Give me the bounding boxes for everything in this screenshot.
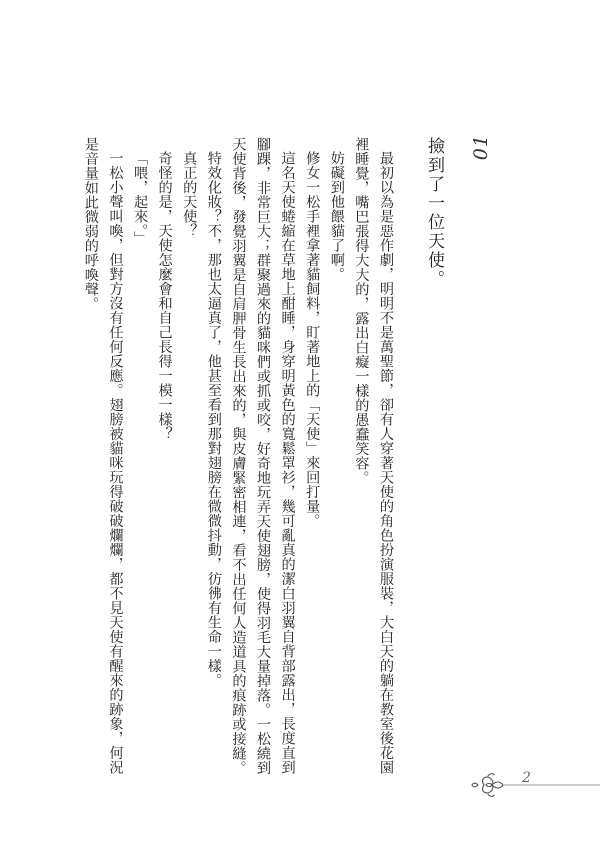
paragraph: 妨礙到他餵貓了啊。 [328, 151, 345, 282]
paragraph: 「喂，起來。」 [132, 151, 149, 246]
paragraph: 真正的天使？ [181, 151, 198, 239]
paragraph: 這名天使蜷縮在草地上酣睡，身穿明黃色的寬鬆罩衫，幾可亂真的潔白羽翼自背部露出，長度直到腳踝，非常巨大；群聚過來的貓咪們或抓或咬，好奇地玩弄天使翅膀，使得羽毛大量掉落。一松繞到天使背後，發覺羽翼是自肩胛骨生長出來的，與皮膚緊密相連，看不出任何人造道具的痕跡或接縫。 [230, 137, 296, 775]
paragraph: 特效化妝？不，那也太逼真了，他甚至看到那對翅膀在微微抖動，彷彿有生命一樣。 [205, 151, 222, 688]
paragraph: 修女一松手裡拿著貓飼料，盯著地上的「天使」來回打量。 [304, 151, 321, 529]
chapter-title: 撿到了一位天使。 [424, 137, 444, 289]
paragraph: 一松小聲叫喚，但對方沒有任何反應。翅膀被貓咪玩得破破爛爛，都不見天使有醒來的跡象，何況是音量如此微弱的呼喚聲。 [82, 137, 124, 775]
chapter-number: 01 [470, 134, 492, 161]
flourish-ornament-icon [470, 770, 600, 800]
paragraph: 最初以為是惡作劇，明明不是萬聖節，卻有人穿著天使的角色扮演服裝，大白天的躺在教室後花園裡睡覺，嘴巴張得大大的，露出白癡一樣的愚蠢笑容。 [353, 137, 394, 775]
body-text [78, 137, 398, 777]
page-footer [470, 770, 600, 800]
page-number: 2 [522, 770, 531, 786]
paragraph: 奇怪的是，天使怎麼會和自己長得一模一樣？ [156, 151, 173, 442]
